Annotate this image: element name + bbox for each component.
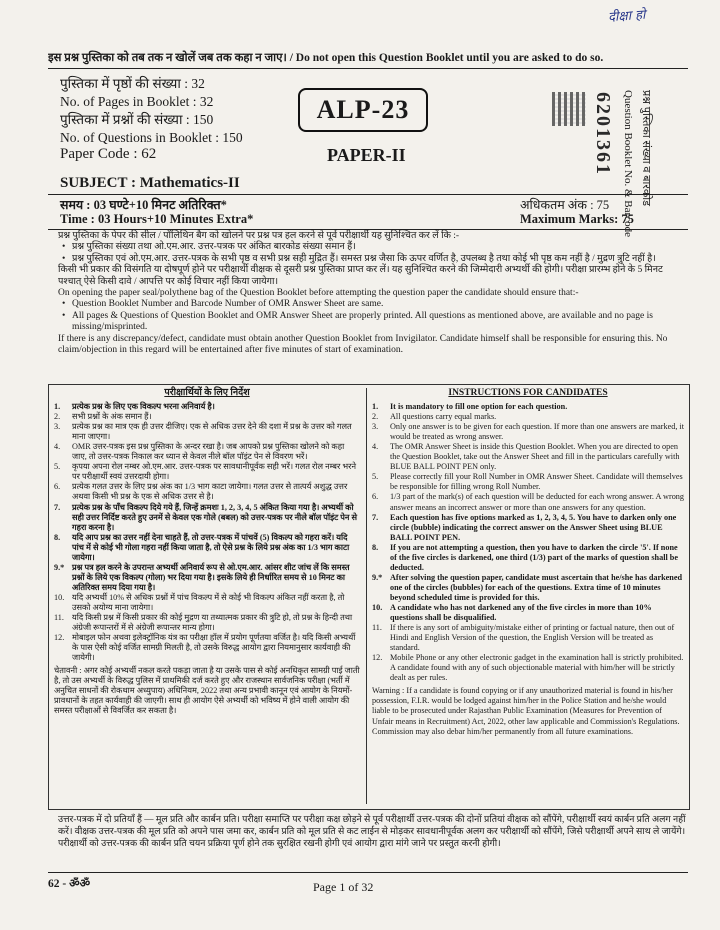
- top-instructions: [58, 231, 688, 356]
- instr-hindi-bullet-2: • प्रश्न पुस्तिका एवं ओ.एम.आर. उत्तर-पत्रक के सभी पृष्ठ व सभी प्रश्न सही मुद्रित हैं। समस्त प्रश्न जैसा कि ऊपर वर्णित है, उपलब्ध है तथा कोई भी पृष्ठ कम नहीं है / मुद्रण त्रुटि नहीं है।: [58, 254, 688, 265]
- english-instruction-item-text: Each question has five options marked as 1, 2, 3, 4, 5. You have to darken only one circle (bubble) indicating the correct answer on the Answer Sheet using BLUE BALL POINT PEN.: [390, 512, 677, 542]
- paper-code: Paper Code : 62: [60, 146, 157, 162]
- pages-count-hindi: पुस्तिका में पृष्ठों की संख्या : 32: [60, 76, 205, 91]
- hindi-instruction-item-text: यदि आप प्रश्न का उत्तर नहीं देना चाहते हैं, तो उत्तर-पत्रक में पांचवें (5) विकल्प को गहरा करें। यदि पांच में से कोई भी गोला गहरा नहीं किया जाता है, तो ऐसे प्रश्न के लिये प्रश्न अंक का 1/3 भाग काटा जायेगा।: [72, 532, 350, 562]
- hindi-instruction-item-text: कृपया अपना रोल नम्बर ओ.एम.आर. उत्तर-पत्रक पर सावधानीपूर्वक सही भरें। गलत रोल नम्बर भरने पर परीक्षार्थी स्वयं उत्तरदायी होगा।: [72, 462, 357, 482]
- footer-rule: [48, 872, 688, 873]
- handwritten-note: दीक्षा हो: [607, 7, 646, 26]
- english-instruction-item-text: Only one answer is to be given for each question. If more than one answers are marked, it would be treated as wrong answer.: [390, 422, 684, 442]
- english-instruction-item: [372, 543, 684, 573]
- hindi-instruction-item: [54, 412, 360, 422]
- english-instruction-item: [372, 513, 684, 543]
- footer-paper-code: 62 - ॐॐ: [48, 878, 91, 890]
- hindi-instruction-item-text: OMR उत्तर-पत्रक इस प्रश्न पुस्तिका के अन्दर रखा है। जब आपको प्रश्न पुस्तिका खोलने को कहा जाए, तो उत्तर-पत्रक निकाल कर ध्यान से केवल नीले बॉल पॉइंट पेन से विवरण भरें।: [72, 442, 345, 462]
- english-instruction-item-number: 9.*: [372, 572, 383, 582]
- english-instruction-item: [372, 603, 684, 623]
- instr-english-intro: On opening the paper seal/polythene bag of the Question Booklet before attempting the question paper the candidate should ensure that:-: [58, 288, 579, 299]
- hindi-instruction-item-number: 10.: [54, 592, 65, 602]
- hindi-instruction-item: [54, 442, 360, 462]
- english-instruction-item-number: 7.: [372, 512, 379, 522]
- instr-hindi-tail: किसी भी प्रकार की विसंगति या दोषपूर्ण होने पर परीक्षार्थी वीक्षक से दूसरी प्रश्न पुस्तिका प्राप्त कर लें। यह सुनिश्चित करने की जिम्मेदारी अभ्यर्थी की होगी। परीक्षा प्रारम्भ होने के 5 मिनट पश्चात् ऐसे किसी दावे / आपत्ति पर कोई विचार नहीं किया जायेगा।: [58, 265, 663, 287]
- english-instruction-item-number: 11.: [372, 623, 382, 633]
- exam-code: ALP-23: [316, 95, 410, 124]
- english-instruction-item-number: 8.: [372, 542, 379, 552]
- english-instruction-list: [372, 402, 684, 683]
- english-instruction-item-number: 3.: [372, 422, 379, 432]
- hindi-instruction-item: [54, 422, 360, 442]
- english-instruction-item-number: 4.: [372, 442, 379, 452]
- hindi-instruction-item-number: 4.: [54, 442, 61, 452]
- hindi-instruction-item: [54, 613, 360, 633]
- instr-english-bullet-1: • Question Booklet Number and Barcode Number of OMR Answer Sheet are same.: [58, 299, 688, 310]
- hindi-instruction-item: [54, 563, 360, 593]
- hindi-instruction-item: [54, 462, 360, 482]
- english-instruction-item-text: Mobile Phone or any other electronic gadget in the examination hall is strictly prohibited. A candidate found with any of such objectionable material with him/her will be strictly dealt as per rules.: [390, 653, 684, 683]
- hindi-instruction-item: [54, 533, 360, 563]
- page-number: Page 1 of 32: [313, 880, 374, 894]
- english-instruction-item-text: The OMR Answer Sheet is inside this Question Booklet. When you are directed to open the Question Booklet, take out the Answer Sheet and fill in the particulars carefully with BLUE BALL POINT PEN only.: [390, 442, 680, 472]
- barcode-label-english: Question Booklet No. & Barcode: [622, 90, 634, 237]
- qr-code-icon: [552, 92, 586, 126]
- time-hindi: समय : 03 घण्टे+10 मिनट अतिरिक्त*: [60, 198, 227, 212]
- english-instruction-item: [372, 573, 684, 603]
- hindi-instruction-item-text: प्रत्येक प्रश्न के पाँच विकल्प दिये गये हैं, जिन्हें क्रमशः 1, 2, 3, 4, 5 अंकित किया गया है। अभ्यर्थी को सही उत्तर निर्दिष्ट करते हुए उनमें से केवल एक गोले (बबल) को उत्तर-पत्रक पर नीले बॉल पॉइंट पेन से गहरा करना है।: [72, 502, 358, 532]
- english-instruction-item-number: 5.: [372, 472, 379, 482]
- hindi-instruction-item-number: 5.: [54, 462, 61, 472]
- hindi-instruction-item-number: 6.: [54, 482, 61, 492]
- english-instruction-item-text: After solving the question paper, candidate must ascertain that he/she has darkened one of the circles (bubbles) for each of the questions. Extra time of 10 minutes beyond scheduled time is provided for this.: [390, 572, 683, 602]
- exam-code-box: [298, 88, 428, 132]
- english-instruction-item: [372, 492, 684, 512]
- questions-count-english: No. of Questions in Booklet : 150: [60, 130, 243, 145]
- english-instruction-item: [372, 402, 684, 412]
- hindi-instruction-item: [54, 593, 360, 613]
- english-instruction-item-text: A candidate who has not darkened any of the five circles in more than 10% questions shall be disqualified.: [390, 602, 652, 623]
- hindi-instruction-item: [54, 482, 360, 502]
- english-instruction-item-number: 12.: [372, 653, 383, 663]
- column-divider: [366, 388, 367, 804]
- hindi-instruction-item-number: 3.: [54, 422, 61, 432]
- hindi-instruction-item-number: 12.: [54, 633, 65, 643]
- instr-hindi-intro: प्रश्न पुस्तिका के पेपर की सील / पॉलिथिन बैग को खोलने पर प्रश्न पत्र हल करने से पूर्व परीक्षार्थी यह सुनिश्चित कर लें कि :-: [58, 231, 460, 241]
- instr-hindi-bullet-1: • प्रश्न पुस्तिका संख्या तथा ओ.एम.आर. उत्तर-पत्रक पर अंकित बारकोड संख्या समान हैं।: [58, 242, 688, 253]
- english-instructions-column: [372, 388, 684, 737]
- max-marks-english: Maximum Marks: 75: [520, 212, 634, 226]
- english-instruction-item-number: 1.: [372, 402, 379, 412]
- time-english: Time : 03 Hours+10 Minutes Extra*: [60, 212, 254, 226]
- barcode-number: 6201361: [592, 92, 614, 176]
- english-instruction-item: [372, 472, 684, 492]
- hindi-instruction-item-text: प्रत्येक प्रश्न का मात्र एक ही उत्तर दीजिए। एक से अधिक उत्तर देने की दशा में प्रश्न के उत्तर को गलत माना जाएगा।: [72, 422, 352, 442]
- hindi-instruction-item-text: प्रत्येक गलत उत्तर के लिए प्रश्न अंक का 1/3 भाग काटा जायेगा। गलत उत्तर से तात्पर्य अशुद्ध उत्तर अथवा किसी भी प्रश्न के एक से अधिक उत्तर से है।: [72, 482, 348, 502]
- english-instruction-item-text: Please correctly fill your Roll Number in OMR Answer Sheet. Candidate will themselves be responsible for filling wrong Roll Number.: [390, 472, 683, 492]
- english-instruction-item-number: 6.: [372, 492, 379, 502]
- hindi-instruction-item-text: सभी प्रश्नों के अंक समान हैं।: [72, 412, 152, 422]
- hindi-instruction-item: [54, 633, 360, 663]
- hindi-instruction-item-number: 7.: [54, 502, 61, 512]
- max-marks-hindi: अधिकतम अंक : 75: [520, 198, 610, 212]
- english-instruction-item-text: If you are not attempting a question, then you have to darken the circle '5'. If none of the five circles is darkened, one third (1/3) part of the marks of question shall be deducted.: [390, 542, 678, 572]
- hindi-instruction-item: [54, 402, 360, 412]
- do-not-open-warning: इस प्रश्न पुस्तिका को तब तक न खोलें जब तक कहा न जाए। / Do not open this Question Booklet until you are asked to do so.: [48, 52, 604, 64]
- hindi-instruction-item-text: मोबाइल फोन अथवा इलेक्ट्रॉनिक यंत्र का परीक्षा हॉल में प्रयोग पूर्णतया वर्जित है। यदि किसी अभ्यर्थी के पास ऐसी कोई वर्जित सामग्री मिलती है, तो उसके विरुद्ध आयोग द्वारा नियमानुसार कार्यवाही की जायेगी।: [72, 633, 356, 663]
- time-rule: [48, 229, 688, 230]
- english-warning: Warning : If a candidate is found copying or if any unauthorized material is found in his/her possession, F.I.R. would be lodged against him/her in the Police Station and he/she would liable to be prosecuted under Rajasthan Public Examination (Measures for Prevention of Unfair means in Recruitment) Act, 2022, other law applicable and Commission's Regulations. Commission may also debar him/her permanently from all future examinations.: [372, 686, 680, 736]
- english-instruction-item-text: It is mandatory to fill one option for each question.: [390, 402, 568, 412]
- hindi-instruction-item-text: प्रत्येक प्रश्न के लिए एक विकल्प भरना अनिवार्य है।: [72, 402, 215, 412]
- english-column-heading: INSTRUCTIONS FOR CANDIDATES: [448, 388, 608, 398]
- english-instruction-item: [372, 412, 684, 422]
- barcode-label-hindi: प्रश्न पुस्तिका संख्या व बारकोड: [640, 90, 652, 207]
- hindi-instruction-list: [54, 402, 360, 663]
- hindi-instruction-item-text: यदि किसी प्रश्न में किसी प्रकार की कोई मुद्रण या तथ्यात्मक प्रकार की त्रुटि हो, तो प्रश्न के हिन्दी तथा अंग्रेजी रूपान्तरों में से अंग्रेजी रूपान्तर मान्य होगा।: [72, 613, 353, 633]
- pages-count-english: No. of Pages in Booklet : 32: [60, 94, 214, 109]
- hindi-instruction-item-number: 1.: [54, 402, 61, 412]
- hindi-instructions-column: [54, 388, 360, 717]
- english-instruction-item: [372, 442, 684, 472]
- hindi-instruction-item-number: 9.*: [54, 562, 65, 572]
- carbon-copy-note: उत्तर-पत्रक में दो प्रतियाँ हैं — मूल प्रति और कार्बन प्रति। परीक्षा समाप्ति पर परीक्षा कक्ष छोड़ने से पूर्व परीक्षार्थी उत्तर-पत्रक की दोनों प्रतियां वीक्षक को सौंपेंगे, परीक्षार्थी स्वयं कार्बन प्रति अलग नहीं करें। वीक्षक उत्तर-पत्रक की मूल प्रति को अपने पास जमा कर, कार्बन प्रति को मूल प्रति से कट लाईन से मोड़कर सावधानीपूर्वक अलग कर परीक्षार्थी को सौंपेंगे, जिसे परीक्षार्थी अपने साथ ले जायेंगे। परीक्षार्थी को उत्तर-पत्रक की कार्बन प्रति चयन प्रक्रिया पूर्ण होने तक सुरक्षित रखनी होगी एवं आयोग द्वारा मांगे जाने पर प्रस्तुत करनी होगी।: [58, 815, 686, 849]
- instr-english-tail: If there is any discrepancy/defect, candidate must obtain another Question Booklet from Invigilator. Candidate himself shall be responsible for ensuring this. No claim/objection in this regard will be entertained after five minutes of start of examination.: [58, 333, 668, 356]
- subject-rule: [48, 194, 688, 195]
- english-instruction-item-number: 10.: [372, 602, 383, 612]
- hindi-instruction-item-text: प्रश्न पत्र हल करने के उपरान्त अभ्यर्थी अनिवार्य रूप से ओ.एम.आर. आंसर शीट जांच लें कि समस्त प्रश्नों के लिये एक विकल्प (गोला) भर दिया गया है। इसके लिये ही निर्धारित समय से 10 मिनट का अतिरिक्त समय दिया गया है।: [72, 562, 350, 592]
- hindi-column-heading: परीक्षार्थियों के लिए निर्देश: [164, 388, 250, 398]
- english-instruction-item: [372, 422, 684, 442]
- instr-english-bullet-2: • All pages & Questions of Question Booklet and OMR Answer Sheet are properly printed. All questions as mentioned above, are available and no page is missing/misprinted.: [58, 311, 688, 334]
- hindi-warning: चेतावनी : अगर कोई अभ्यर्थी नकल करते पकड़ा जाता है या उसके पास से कोई अनधिकृत सामग्री पाई जाती है, तो उस अभ्यर्थी के विरुद्ध पुलिस में प्राथमिकी दर्ज करते हुए और राजस्थान सार्वजनिक परीक्षा (भर्ती में अनुचित साधनों की रोकथाम अध्युपाय) अधिनियम, 2022 तथा अन्य प्रभावी कानून एवं आयोग के नियमों-प्रावधानों के तहत कार्यवाही की जाएगी। साथ ही आयोग ऐसे अभ्यर्थी को भविष्य में होने वाली आयोग की समस्त परीक्षाओं से विवर्जित कर सकता है।: [54, 666, 360, 716]
- top-rule: [48, 68, 688, 69]
- english-instruction-item-text: 1/3 part of the mark(s) of each question will be deducted for each wrong answer. A wrong answer means an incorrect answer or more than one answers for any question.: [390, 492, 684, 512]
- hindi-instruction-item-number: 8.: [54, 532, 61, 542]
- english-instruction-item: [372, 653, 684, 683]
- hindi-instruction-item-number: 2.: [54, 412, 61, 422]
- english-instruction-item: [372, 623, 684, 653]
- english-instruction-item-number: 2.: [372, 412, 379, 422]
- hindi-instruction-item: [54, 503, 360, 533]
- paper-title: PAPER-II: [327, 145, 406, 165]
- hindi-instruction-item-text: यदि अभ्यर्थी 10% से अधिक प्रश्नों में पांच विकल्प में से कोई भी विकल्प अंकित नहीं करता है, तो उसको अयोग्य माना जायेगा।: [72, 592, 345, 612]
- english-instruction-item-text: All questions carry equal marks.: [390, 412, 497, 422]
- questions-count-hindi: पुस्तिका में प्रश्नों की संख्या : 150: [60, 112, 214, 127]
- hindi-instruction-item-number: 11.: [54, 613, 64, 623]
- english-instruction-item-text: If there is any sort of ambiguity/mistake either of printing or factual nature, then out of Hindi and English Version of the question, the English Version will be treated as standard.: [390, 623, 675, 653]
- subject-line: SUBJECT : Mathematics-II: [60, 175, 240, 191]
